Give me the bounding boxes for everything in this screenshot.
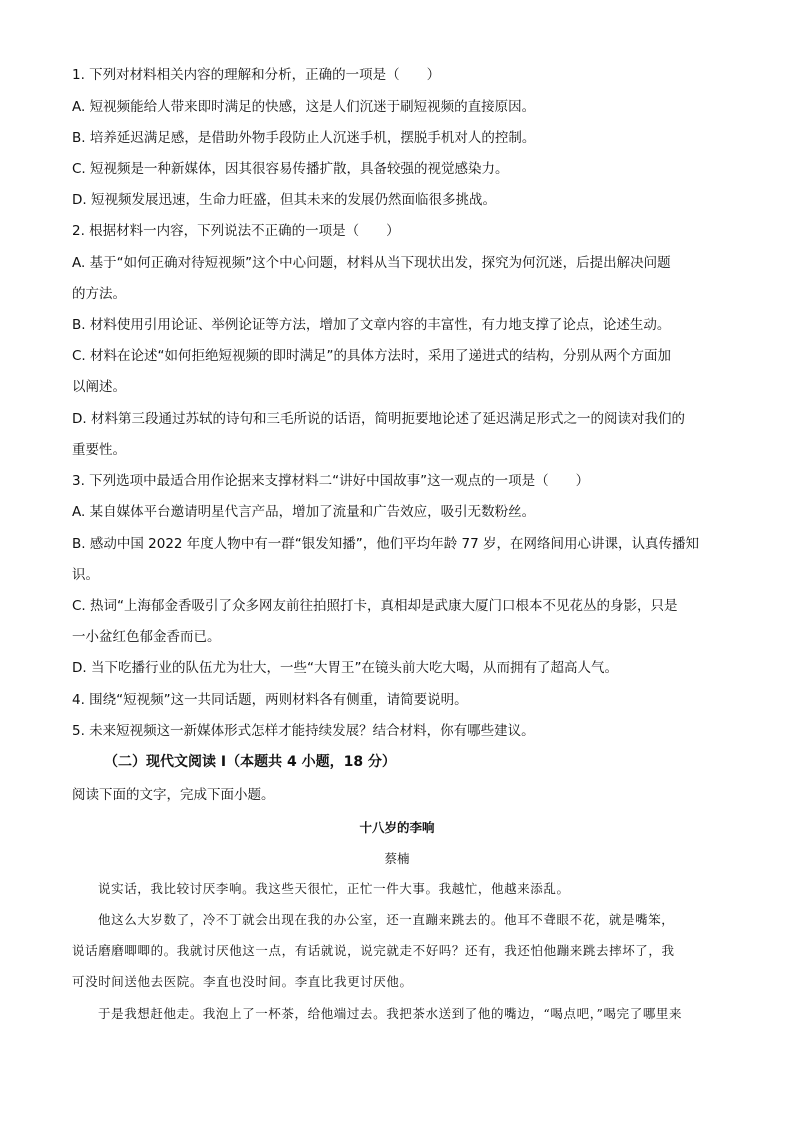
question-1-option-a: A. 短视频能给人带来即时满足的快感，这是人们沉迷于刷短视频的直接原因。 (72, 99, 536, 115)
question-3-stem: 3. 下列选项中最适合用作论据来支撑材料二“讲好中国故事”这一观点的一项是（ ） (72, 473, 590, 489)
question-3-option-c-line1: C. 热词“上海郁金香吸引了众多网友前往拍照打卡，真相却是武康大厦门口根本不见花丛的身影，只是 (72, 598, 678, 614)
story-paragraph-2-line1: 他这么大岁数了，冷不丁就会出现在我的办公室，还一直蹦来跳去的。他耳不聋眼不花，就是嘴笨， (98, 912, 675, 927)
section-instruction: 阅读下面的文字，完成下面小题。 (72, 787, 275, 803)
story-title: 十八岁的李响 (359, 820, 435, 835)
question-2-option-d-line2: 重要性。 (72, 442, 126, 458)
question-3-option-b-line2: 识。 (72, 567, 99, 583)
question-1-option-b: B. 培养延迟满足感，是借助外物手段防止人沉迷手机，摆脱手机对人的控制。 (72, 130, 536, 146)
question-1-stem: 1. 下列对材料相关内容的理解和分析，正确的一项是（ ） (72, 67, 441, 83)
question-2-option-c-line1: C. 材料在论述“如何拒绝短视频的即时满足”的具体方法时，采用了递进式的结构，分别从两个方面加 (72, 348, 671, 364)
question-2-option-a-line2: 的方法。 (72, 286, 126, 302)
story-paragraph-2-line2: 说话磨磨唧唧的。我就讨厌他这一点，有话就说，说完就走不好吗？还有，我还怕他蹦来跳去摔坏了，我 (72, 943, 675, 958)
question-3-option-b-line1: B. 感动中国 2022 年度人物中有一群“银发知播”，他们平均年龄 77 岁，在网络间用心讲课，认真传播知 (72, 536, 700, 552)
story-paragraph-2-line3: 可没时间送他去医院。李直也没时间。李直比我更讨厌他。 (72, 974, 413, 989)
question-1-option-d: D. 短视频发展迅速，生命力旺盛，但其未来的发展仍然面临很多挑战。 (72, 192, 496, 208)
question-2-option-b: B. 材料使用引用论证、举例论证等方法，增加了文章内容的丰富性，有力地支撑了论点，论述生动。 (72, 317, 671, 333)
question-2-option-a-line1: A. 基于“如何正确对待短视频”这个中心问题，材料从当下现状出发，探究为何沉迷，后提出解决问题 (72, 255, 671, 271)
section-heading: （二）现代文阅读 I（本题共 4 小题，18 分） (104, 754, 396, 770)
question-2-option-d-line1: D. 材料第三段通过苏轼的诗句和三毛所说的话语，简明扼要地论述了延迟满足形式之一的阅读对我们的 (72, 411, 685, 427)
story-paragraph-1: 说实话，我比较讨厌李响。我这些天很忙，正忙一件大事。我越忙，他越来添乱。 (98, 881, 570, 896)
question-3-option-a: A. 某自媒体平台邀请明星代言产品，增加了流量和广告效应，吸引无数粉丝。 (72, 504, 536, 520)
question-1-option-c: C. 短视频是一种新媒体，因其很容易传播扩散，具备较强的视觉感染力。 (72, 161, 509, 177)
question-4: 4. 围绕“短视频”这一共同话题，两则材料各有侧重，请简要说明。 (72, 692, 468, 708)
question-2-option-c-line2: 以阐述。 (72, 379, 126, 395)
question-3-option-d: D. 当下吃播行业的队伍尤为壮大，一些“大胃王”在镜头前大吃大喝，从而拥有了超高人气。 (72, 660, 618, 676)
story-paragraph-3: 于是我想赶他走。我泡上了一杯茶，给他端过去。我把茶水送到了他的嘴边，“喝点吧，”喝完了哪里来 (98, 1006, 683, 1021)
question-2-stem: 2. 根据材料一内容，下列说法不正确的一项是（ ） (72, 223, 400, 239)
story-author: 蔡楠 (384, 851, 410, 866)
question-3-option-c-line2: 一小盆红色郁金香而已。 (72, 629, 221, 645)
question-5: 5. 未来短视频这一新媒体形式怎样才能持续发展？结合材料，你有哪些建议。 (72, 723, 535, 739)
